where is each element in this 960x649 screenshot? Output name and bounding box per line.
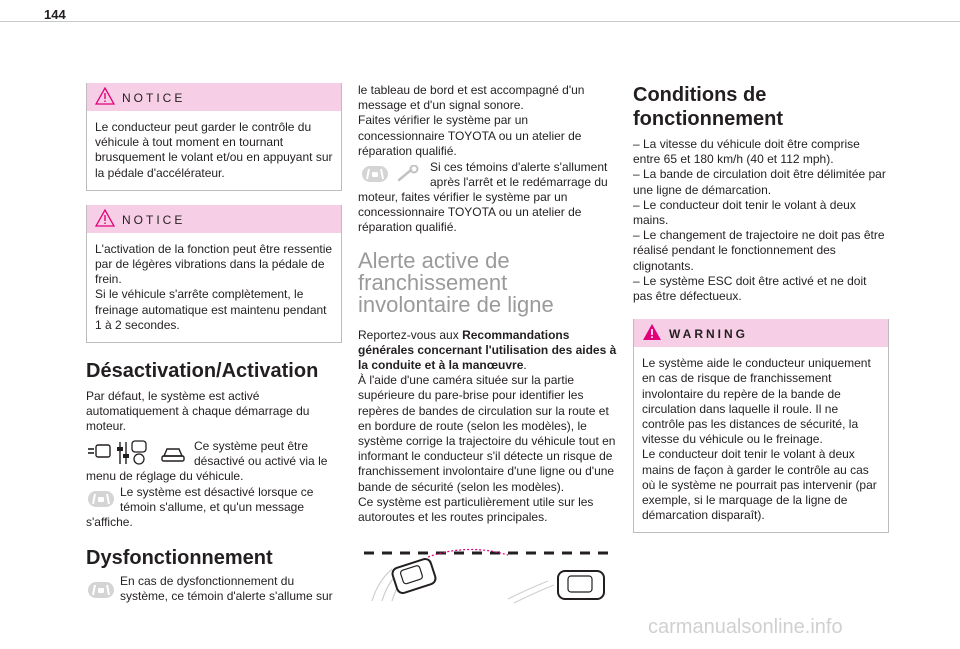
wrench-icon: [396, 165, 420, 188]
cross-reference: Recommandations générales concernant l'utilisation des aides à la conduite et à la manœuvre: [358, 327, 617, 373]
car-icon: [160, 444, 186, 469]
notice-header: [87, 83, 341, 111]
text-run: Reportez-vous aux: [358, 327, 463, 342]
paragraph: Le système est désactivé lorsque ce témoin s'allume, et qu'un message: [120, 484, 314, 515]
heading-line: involontaire de ligne: [358, 291, 554, 317]
notice-text: Le conducteur peut garder le contrôle du véhicule à tout moment en tournant brusquement le volant et/ou en appuyant sur la pédale d'accélérateur.: [95, 120, 333, 180]
column-2: [358, 83, 618, 610]
list-item: – La vitesse du véhicule doit être comprise entre 65 et 180 km/h (40 et 112 mph).: [633, 137, 860, 167]
paragraph: Si ces témoins d'alerte s'allument après l'arrêt et le redémarrage du: [430, 160, 608, 190]
paragraph: En cas de dysfonctionnement du système, ce témoin d'alerte s'allume sur: [120, 574, 333, 604]
conditions-list: [633, 137, 889, 304]
paragraph: Ce système est particulièrement utile sur les autoroutes et les routes principales.: [358, 494, 594, 525]
lane-warning-lamp-icon: [88, 582, 114, 603]
paragraph: [358, 328, 618, 374]
heading-line: Conditions de: [633, 84, 767, 106]
paragraph: Ce système peut être désactivé ou activé via le: [194, 438, 328, 468]
heading-line: franchissement: [358, 269, 508, 295]
warning-title: WARNING: [669, 327, 748, 342]
section-heading-deactivation: Désactivation/Activation: [86, 360, 319, 383]
icon-row: [86, 574, 342, 606]
header-rule: [0, 21, 960, 22]
notice-text: Si le véhicule s'arrête complètement, le freinage automatique est maintenu pendant 1 à 2 secondes.: [95, 287, 327, 332]
lane-departure-illustration: [358, 541, 618, 610]
warning-text: Le conducteur doit tenir le volant à deux mains de façon à garder le contrôle au cas où le système ne pourrait pas intervenir (par exemple, si le marquage de la ligne de démarcation disparaît).: [642, 447, 877, 523]
warning-header: [634, 319, 888, 347]
paragraph: menu de réglage du véhicule.: [86, 468, 244, 483]
lane-warning-lamp-icon: [362, 166, 388, 187]
headlamp-icon: [86, 442, 112, 465]
notice-box-2: [86, 205, 342, 343]
heading-line: Alerte active de: [358, 247, 510, 273]
notice-box-1: [86, 83, 342, 191]
notice-header: [87, 205, 341, 233]
caution-triangle-icon: [95, 87, 115, 110]
settings-sliders-icon: [116, 439, 152, 472]
caution-triangle-icon: [95, 209, 115, 232]
text-run: .: [523, 358, 527, 373]
paragraph: s'affiche.: [86, 514, 133, 529]
watermark: carmanualsonline.info: [648, 616, 843, 638]
list-item: – Le changement de trajectoire ne doit pas être réalisé pendant le fonctionnement des clignotants.: [633, 228, 885, 273]
heading-line: fonctionnement: [633, 108, 783, 130]
section-heading-lane-alert: [358, 247, 618, 317]
page-number: 144: [44, 7, 66, 22]
lane-warning-lamp-icon: [88, 491, 114, 512]
icon-row: [86, 439, 342, 469]
paragraph: Par défaut, le système est activé automatiquement à chaque démarrage du moteur.: [86, 389, 310, 434]
icon-row: [358, 160, 618, 190]
paragraph: le tableau de bord et est accompagné d'un message et d'un signal sonore.: [358, 83, 585, 113]
notice-text: L'activation de la fonction peut être ressentie par de légères vibrations dans la pédale de frein.: [95, 241, 333, 287]
list-item: – Le conducteur doit tenir le volant à deux mains.: [633, 197, 856, 228]
warning-triangle-icon: [642, 323, 662, 346]
list-item: – La bande de circulation doit être délimitée par une ligne de démarcation.: [633, 167, 886, 197]
warning-text: Le système aide le conducteur uniquement en cas de risque de franchissement involontaire du repère de la bande de circulation dans laquelle il roule. Il ne contrôle pas les distances de sécurité, la vitesse du véhicule ou le freinage.: [642, 356, 871, 447]
column-1: [86, 83, 342, 606]
paragraph: moteur, faites vérifier le système par un concessionnaire TOYOTA ou un atelier de réparation qualifié.: [358, 190, 582, 235]
column-3: [633, 83, 889, 533]
warning-box: [633, 319, 889, 533]
paragraph: À l'aide d'une caméra située sur la partie supérieure du pare-brise pour identifier les repères de bandes de circulation sur la route et en bordure de route (selon les modèles), le système corrige la trajectoire du véhicule tout en informant le conducteur s'il détecte un risque de franchissement involontaire d'une ligne ou d'une bande de sécurité (selon les modèles).: [358, 373, 616, 494]
paragraph: Faites vérifier le système par un concessionnaire TOYOTA ou un atelier de réparation qualifié.: [358, 113, 582, 158]
notice-title: NOTICE: [122, 91, 186, 105]
section-heading-conditions: [633, 83, 889, 131]
section-heading-malfunction: Dysfonctionnement: [86, 547, 273, 570]
notice-title: NOTICE: [122, 212, 186, 227]
list-item: – Le système ESC doit être activé et ne doit pas être défectueux.: [633, 273, 867, 304]
icon-row: [86, 485, 342, 515]
